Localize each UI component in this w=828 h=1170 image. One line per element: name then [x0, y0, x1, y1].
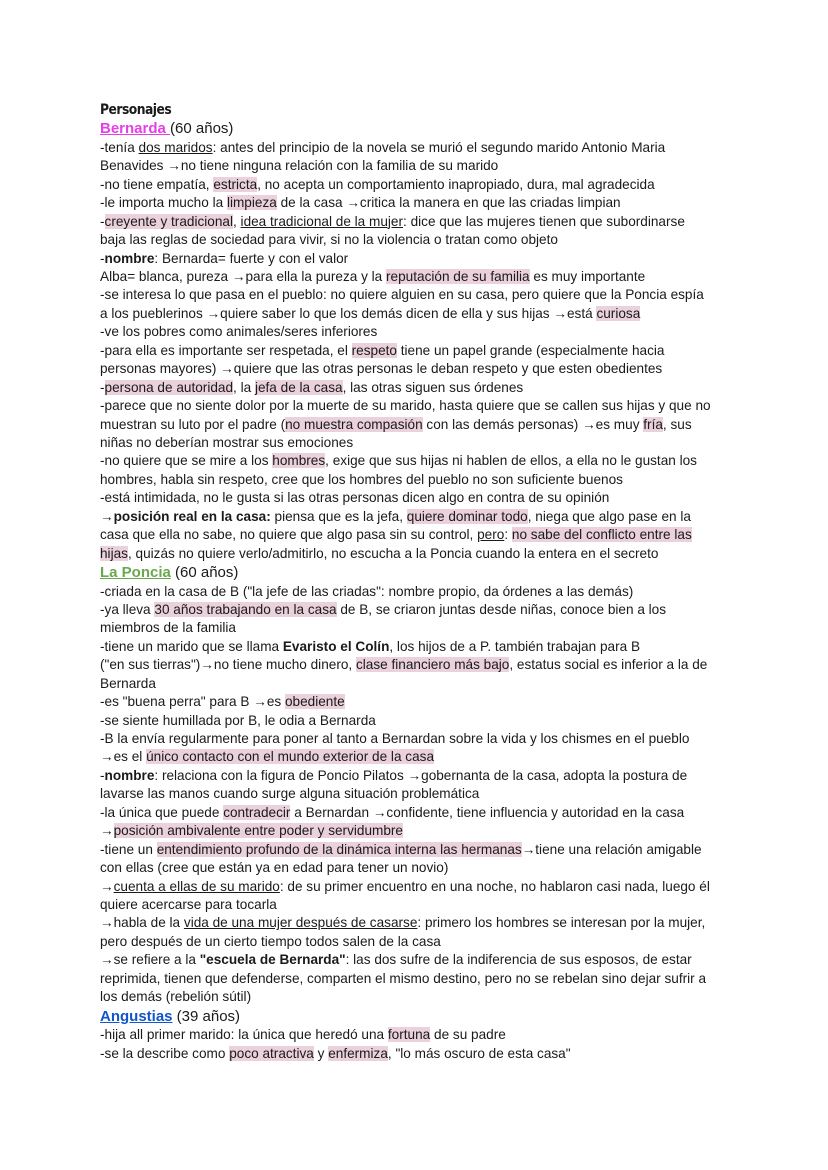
text-line — [100, 693, 740, 711]
text-segment: hombres, habla sin respeto, cree que los hombres del pueblo no son suficiente buenos — [100, 471, 623, 487]
text-segment: : relaciona con la figura de Poncio Pilatos →gobernanta de la casa, adopta la postura de — [154, 767, 688, 783]
text-line — [100, 471, 740, 489]
highlighted-text: contradecir — [223, 804, 291, 820]
text-segment: : dice que las mujeres tienen que subordinarse — [403, 213, 685, 229]
highlighted-text: obediente — [284, 694, 345, 710]
text-segment: , — [232, 213, 241, 229]
underlined-text: dos maridos — [138, 139, 213, 155]
text-segment: quiere acercarse para tocarla — [100, 896, 277, 912]
text-segment: : de su primer encuentro en una noche, no hablaron casi nada, luego él — [279, 878, 710, 894]
text-segment: a los pueblerinos →quiere saber lo que los demás dicen de ella y sus hijas →está — [100, 305, 597, 321]
text-segment: Bernarda — [100, 675, 156, 691]
text-segment: con ellas (cree que están ya en edad para tener un novio) — [100, 860, 449, 876]
text-segment: -ya lleva — [100, 601, 155, 617]
text-segment: -para ella es importante ser respetada, el — [100, 342, 352, 358]
highlighted-text: fría — [643, 416, 663, 432]
text-line — [100, 250, 740, 268]
text-segment: → — [100, 508, 114, 524]
text-segment: -está intimidada, no le gusta si las otras personas dicen algo en contra de su opinión — [100, 490, 610, 506]
text-line — [100, 841, 740, 859]
text-segment: -tenía — [100, 139, 139, 155]
text-segment: , exige que sus hijas ni hablen de ellos, a ella no le gustan los — [325, 453, 697, 469]
text-segment: → — [100, 823, 114, 839]
character-heading — [100, 563, 740, 583]
bold-text: "escuela de Bernarda" — [199, 952, 346, 968]
text-segment: los demás (rebelión sútil) — [100, 989, 252, 1005]
highlighted-text: 30 años trabajando en la casa — [154, 601, 337, 617]
bold-text: nombre — [104, 767, 155, 783]
text-line — [100, 933, 740, 951]
character-name: La Poncia — [100, 564, 171, 581]
text-line — [100, 767, 740, 785]
highlighted-text: curiosa — [596, 305, 641, 321]
text-segment: y — [313, 1045, 329, 1061]
highlighted-text: quiere dominar todo — [406, 508, 528, 524]
text-line — [100, 545, 740, 563]
highlighted-text: clase financiero más bajo — [355, 657, 510, 673]
text-segment: →tiene una relación amigable — [521, 841, 702, 857]
character-heading — [100, 1007, 740, 1027]
text-segment: : primero los hombres se interesan por la mujer, — [417, 915, 706, 931]
text-segment: Alba= blanca, pureza →para ella la pureza y la — [100, 269, 387, 284]
text-segment: -no tiene empatía, — [100, 176, 214, 192]
highlighted-text: enfermiza — [328, 1045, 388, 1061]
text-line — [100, 268, 740, 286]
text-line — [100, 1026, 740, 1044]
text-segment: muestran su luto por el padre ( — [100, 416, 286, 432]
text-segment: -tiene un — [100, 841, 157, 857]
bold-text: Evaristo el Colín — [282, 638, 390, 654]
text-segment: , niega que algo pase en la — [527, 508, 691, 524]
text-segment: , los hijos de a P. también trabajan para B — [389, 638, 641, 654]
text-segment: , "lo más oscuro de esta casa" — [387, 1045, 571, 1061]
text-line — [100, 157, 740, 175]
text-segment: pero después de un cierto tiempo todos salen de la casa — [100, 933, 441, 949]
page-title: Personajes — [100, 102, 172, 118]
text-segment: : Bernarda= fuerte y con el valor — [154, 250, 349, 266]
document-body — [100, 119, 740, 1063]
text-segment: - — [100, 250, 105, 266]
text-segment: lavarse las manos cuando surge alguna situación problemática — [100, 786, 480, 802]
text-segment: , las otras siguen sus órdenes — [342, 379, 524, 395]
text-segment: personas mayores) →quiere que las otras personas le deban respeto y que esten obedientes — [100, 361, 663, 377]
text-segment: -se interesa lo que pasa en el pueblo: no quiere alguien en su casa, pero quiere que la Poncia espía — [100, 287, 704, 303]
text-line — [100, 176, 740, 194]
highlighted-text: hijas — [100, 545, 128, 561]
text-segment: baja las reglas de sociedad para vivir, si no la violencia o tratan como objeto — [100, 232, 558, 248]
underlined-text: pero — [477, 527, 505, 543]
character-name: Angustias — [100, 1007, 173, 1025]
text-segment: (60 años) — [170, 564, 239, 581]
text-line — [100, 601, 740, 619]
text-line — [100, 583, 740, 601]
text-segment: miembros de la familia — [100, 620, 236, 636]
text-segment: de B, se criaron juntas desde niñas, conoce bien a los — [336, 601, 667, 617]
text-segment: - — [100, 767, 105, 783]
text-line — [100, 748, 740, 766]
text-segment: -se la describe como — [100, 1045, 230, 1061]
underlined-text: idea tradicional de la mujer — [240, 213, 404, 229]
text-segment: (60 años) — [170, 120, 234, 138]
text-segment: -hija all primer marido: la única que heredó una — [100, 1027, 388, 1043]
text-segment: -se siente humillada por B, le odia a Bernarda — [100, 712, 376, 728]
text-segment: Benavides →no tiene ninguna relación con la familia de su marido — [100, 158, 499, 174]
text-segment: : las dos sufre de la indiferencia de sus esposos, de estar — [345, 952, 692, 968]
underlined-text: cuenta a ellas de su marido — [113, 878, 280, 894]
text-line — [100, 213, 740, 231]
text-segment: de su padre — [430, 1027, 506, 1043]
text-line — [100, 822, 740, 840]
text-line — [100, 638, 740, 656]
text-line — [100, 286, 740, 304]
highlighted-text: reputación de su familia — [386, 269, 530, 284]
text-segment: -le importa mucho la — [100, 195, 227, 211]
highlighted-text: creyente y tradicional — [104, 213, 233, 229]
character-heading — [100, 119, 740, 139]
text-line — [100, 489, 740, 507]
text-line — [100, 379, 740, 397]
text-segment: -B la envía regularmente para poner al tanto a Bernardan sobre la vida y los chismes en el pueblo — [100, 731, 690, 746]
highlighted-text: único contacto con el mundo exterior de la casa — [146, 749, 434, 765]
bold-text: nombre — [104, 250, 155, 266]
highlighted-text: respeto — [351, 342, 397, 358]
character-name: Bernarda — [100, 120, 171, 138]
text-segment: - — [100, 213, 105, 229]
text-segment: , la — [233, 379, 255, 395]
bold-text: posición real en la casa: — [113, 508, 271, 524]
highlighted-text: fortuna — [387, 1027, 431, 1043]
text-line — [100, 416, 740, 434]
highlighted-text: estricta — [213, 176, 258, 192]
text-segment: tiene un papel grande (especialmente hacia — [396, 342, 665, 358]
highlighted-text: posición ambivalente entre poder y servidumbre — [113, 823, 403, 839]
text-line — [100, 323, 740, 341]
text-line — [100, 619, 740, 637]
text-segment: a Bernardan →confidente, tiene influencia y autoridad en la casa — [290, 804, 685, 820]
highlighted-text: no muestra compasión — [285, 416, 423, 432]
text-line — [100, 896, 740, 914]
text-line — [100, 859, 740, 877]
text-segment: , estatus social es inferior a la de — [509, 657, 708, 673]
text-line — [100, 434, 740, 452]
text-segment: -ve los pobres como animales/seres inferiores — [100, 324, 378, 340]
text-line — [100, 194, 740, 212]
text-line — [100, 785, 740, 803]
text-line — [100, 452, 740, 470]
text-line — [100, 231, 740, 249]
text-segment: piensa que es la jefa, — [270, 508, 407, 524]
text-segment: (39 años) — [172, 1007, 241, 1025]
text-segment: -parece que no siente dolor por la muerte de su marido, hasta quiere que se callen sus hijas y que no — [100, 398, 711, 414]
text-segment: : antes del principio de la novela se murió el segundo marido Antonio Maria — [212, 139, 666, 155]
highlighted-text: entendimiento profundo de la dinámica interna las hermanas — [156, 841, 522, 857]
text-segment: -la única que puede — [100, 804, 224, 820]
text-segment: -criada en la casa de B ("la jefe de las criadas": nombre propio, da órdenes a las demás) — [100, 583, 634, 599]
text-segment: →se refiere a la — [100, 952, 200, 968]
text-segment: , no acepta un comportamiento inapropiado, dura, mal agradecida — [257, 176, 655, 192]
text-line — [100, 988, 740, 1006]
text-segment: -no quiere que se mire a los — [100, 453, 273, 469]
text-segment: -es "buena perra" para B →es — [100, 694, 285, 710]
text-line — [100, 360, 740, 378]
text-segment: ("en sus tierras")→no tiene mucho dinero, — [100, 657, 356, 673]
highlighted-text: limpieza — [226, 195, 277, 211]
underlined-text: vida de una mujer después de casarse — [183, 915, 418, 931]
text-segment: niñas no deberían mostrar sus emociones — [100, 434, 354, 450]
text-segment: es muy importante — [529, 269, 646, 284]
text-segment: reprimida, tienen que defenderse, comparten el mismo destino, pero no se rebelan sino dejar sufrir a — [100, 970, 707, 986]
text-segment: →es el — [100, 749, 147, 765]
highlighted-text: hombres — [272, 453, 326, 469]
text-segment: , quizás no quiere verlo/admitirlo, no escucha a la Poncia cuando la entera en el secreto — [127, 545, 659, 561]
text-line — [100, 508, 740, 526]
text-segment: →habla de la — [100, 915, 184, 931]
text-segment: casa que ella no sabe, no quiere que algo pasa sin su control, — [100, 527, 478, 543]
text-line — [100, 712, 740, 730]
text-line — [100, 970, 740, 988]
text-segment: con las demás personas) →es muy — [422, 416, 644, 432]
highlighted-text: jefa de la casa — [254, 379, 343, 395]
highlighted-text: no sabe del conflicto entre las — [511, 527, 692, 543]
text-line — [100, 397, 740, 415]
document-page — [100, 101, 740, 1063]
text-line — [100, 1045, 740, 1063]
text-segment: : — [504, 527, 512, 543]
text-segment: - — [100, 379, 105, 395]
text-line — [100, 675, 740, 693]
text-segment: de la casa →critica la manera en que las criadas limpian — [276, 195, 621, 211]
text-line — [100, 305, 740, 323]
text-line — [100, 951, 740, 969]
text-line — [100, 914, 740, 932]
highlighted-text: persona de autoridad — [104, 379, 234, 395]
text-line — [100, 730, 740, 748]
text-segment: , sus — [662, 416, 692, 432]
text-line — [100, 139, 740, 157]
text-segment: → — [100, 878, 114, 894]
text-segment: -tiene un marido que se llama — [100, 638, 283, 654]
highlighted-text: poco atractiva — [229, 1045, 314, 1061]
text-line — [100, 804, 740, 822]
text-line — [100, 526, 740, 544]
text-line — [100, 656, 740, 674]
text-line — [100, 342, 740, 360]
text-line — [100, 878, 740, 896]
